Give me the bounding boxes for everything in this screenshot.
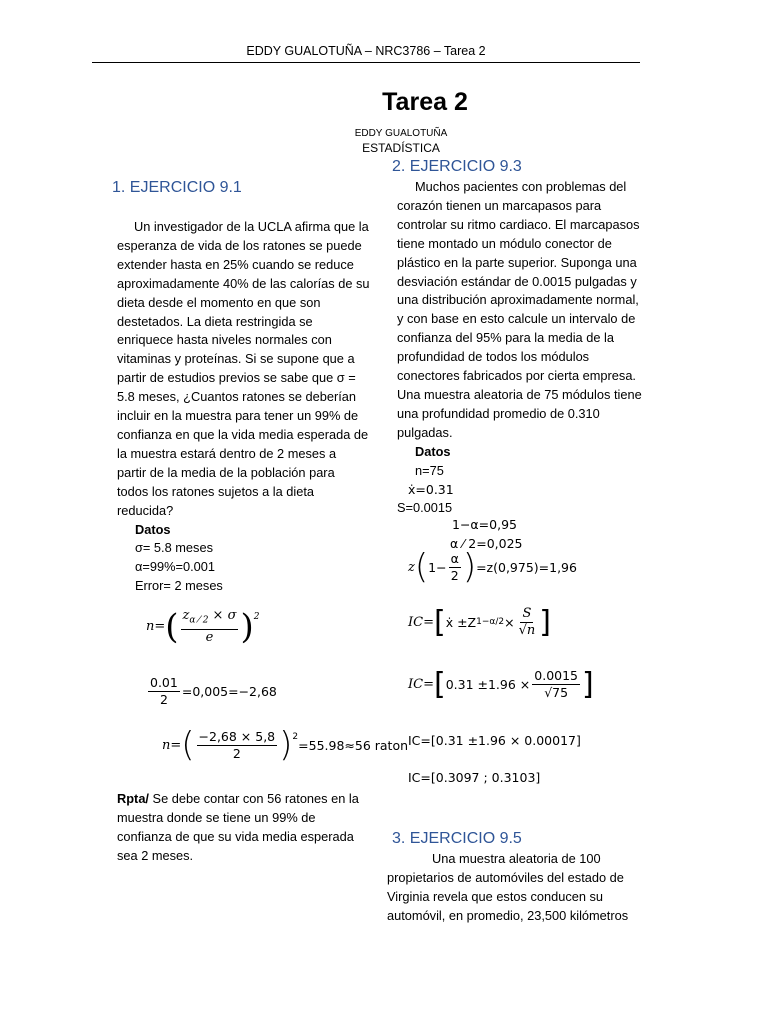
eq-num-rest: × σ <box>208 608 237 623</box>
eq-num: 0.0015 <box>534 668 579 683</box>
eq-lhs: IC= <box>408 677 434 692</box>
eq-rest: =0,005=−2,68 <box>181 684 277 699</box>
eq-rest: =z(0,975)=1,96 <box>476 559 577 575</box>
ex2-ic-step: IC=[0.31 ±1.96 × 0.00017] <box>408 733 581 748</box>
ex1-line: 5.8 meses, ¿Cuantos ratones se deberían <box>117 389 357 405</box>
eq-pre: z <box>408 559 415 575</box>
ex2-alpha-half-eq: α ⁄ 2=0,025 <box>450 536 523 551</box>
ex2-line: controlar su ritmo cardiaco. El marcapasos <box>397 216 640 232</box>
ex2-z-eq: z ( 1− $\frac{\alpha}{2}$ ) =z(0,975)=1,96 <box>408 547 577 587</box>
eq-num: −2,68 × 5,8 <box>198 728 276 744</box>
ex1-heading: 1. EJERCICIO 9.1 <box>112 179 242 196</box>
ex1-paragraph <box>117 218 377 596</box>
ex1-line: confianza en que la vida media esperada de <box>117 426 369 442</box>
ex1-equation-sample-size: n= ( $\frac{z_{\alpha ⁄ 2} \times \sigma}{e}$ ) $^2$ <box>146 606 260 647</box>
eq-num: z <box>182 608 190 623</box>
rpta-line: muestra donde se tiene un 99% de <box>117 809 316 825</box>
ex2-datos-label: Datos <box>415 443 451 459</box>
ex2-line: Una muestra aleatoria de 75 módulos tiene <box>397 386 642 402</box>
eq-num: S <box>522 606 532 621</box>
eq-den: 2 <box>232 745 241 761</box>
ex1-dato: Error= 2 meses <box>135 578 223 594</box>
ex1-equation-result: n= ( $\frac{-2,68 \times 5,8}{2}$ ) $^2$ =55.98≈56 raton <box>162 725 409 765</box>
ex1-line: la muestra estará dentro de 2 meses a <box>117 445 337 461</box>
ex3-paragraph <box>387 850 657 926</box>
ex1-datos-label: Datos <box>135 521 171 537</box>
ex2-ic-substituted: IC= [ 0.31 ±1.96 × $\frac{0.0015}{√75}$ ] <box>408 667 594 702</box>
rpta-line: Se debe contar con 56 ratones en la <box>149 791 359 806</box>
rpta-label: Rpta/ <box>117 791 149 806</box>
ex2-paragraph <box>397 178 662 518</box>
ex2-line: desviación estándar de 0.0015 pulgadas y <box>397 273 637 289</box>
eq-lhs: n= <box>146 619 166 635</box>
ex3-line: Virginia revela que estos conducen su <box>387 888 604 904</box>
ex1-dato: σ= 5.8 meses <box>135 540 213 556</box>
eq-den: e <box>205 629 214 645</box>
author: EDDY GUALOTUÑA <box>354 128 448 139</box>
ex2-line: profundidad de todos los módulos <box>397 349 590 365</box>
ex2-dato-s: S=0.0015 <box>397 500 453 516</box>
ex1-dato: α=99%=0.001 <box>135 559 215 575</box>
ex2-line: y con base en esto calcule un intervalo de <box>397 311 636 327</box>
ex3-line: propietarios de automóviles del estado de <box>387 869 624 885</box>
rpta-line: confianza de que su vida media esperada <box>117 828 354 844</box>
subject: ESTADÍSTICA <box>362 141 440 155</box>
ex2-alpha-eq: 1−α=0,95 <box>452 517 517 532</box>
eq-sub: 1−α/2 <box>476 617 505 627</box>
ex2-line: Muchos pacientes con problemas del <box>415 179 627 194</box>
ex1-answer <box>117 790 377 866</box>
eq-lhs: n= <box>162 737 182 753</box>
ex1-line: enriquece hasta niveles normales con <box>117 332 332 348</box>
ex2-heading: 2. EJERCICIO 9.3 <box>392 158 522 175</box>
eq-den: √75 <box>544 685 569 700</box>
eq-mid: ẋ ±Z <box>445 615 477 630</box>
ex2-dato-xbar: ẋ=0.31 <box>408 481 454 497</box>
eq-num-sub: α ⁄ 2 <box>189 615 209 626</box>
header-rule <box>92 62 640 63</box>
ex2-line: corazón tienen un marcapasos para <box>397 197 602 213</box>
eq-den: √n <box>518 623 536 638</box>
ex1-equation-z <box>146 675 277 708</box>
ex2-line: tiene montado un módulo conector de <box>397 235 612 251</box>
ex3-heading: 3. EJERCICIO 9.5 <box>392 830 522 847</box>
ex2-line: plástico en la parte superior. Suponga una <box>397 254 637 270</box>
eq-den: 2 <box>450 567 459 583</box>
eq-lhs: IC= <box>408 615 434 630</box>
ex2-line: pulgadas. <box>397 424 453 440</box>
ex1-line: partir de la media de la población para <box>117 464 335 480</box>
eq-exp: 2 <box>253 612 260 622</box>
ex2-dato-n: n=75 <box>415 462 444 478</box>
ex1-line: incluir en la muestra para tener un 99% de <box>117 408 359 424</box>
ex2-ic-result: IC=[0.3097 ; 0.3103] <box>408 770 541 785</box>
ex3-line: Una muestra aleatoria de 100 <box>432 851 601 866</box>
ex1-line: extender hasta en 25% cuando se reduce <box>117 256 354 272</box>
ex1-line: Un investigador de la UCLA afirma que la <box>134 219 369 234</box>
document-title: Tarea 2 <box>382 88 468 116</box>
ex1-line: partir de estudios previos se sabe que σ = <box>117 370 356 386</box>
eq-exp: 2 <box>292 732 299 742</box>
eq-mid: 0.31 ±1.96 × <box>445 677 531 692</box>
ex3-line: automóvil, en promedio, 23,500 kilómetros <box>387 907 629 923</box>
ex2-line: una distribución aproximadamente normal, <box>397 292 639 308</box>
ex2-line: conectores fabricados por cierta empresa. <box>397 368 636 384</box>
rpta-line: sea 2 meses. <box>117 847 194 863</box>
eq-rest: =55.98≈56 raton <box>298 737 409 753</box>
eq-den: 2 <box>159 692 168 707</box>
eq-times: × <box>504 615 515 630</box>
ex1-line: esperanza de vida de los ratones se puede <box>117 237 362 253</box>
ex1-line: todos los ratones sujetos a la dieta <box>117 483 315 499</box>
ex1-line: dieta desde el momento en que son <box>117 294 321 310</box>
ex1-line: reducida? <box>117 502 174 518</box>
ex2-line: confianza del 95% para la media de la <box>397 330 614 346</box>
eq-num: 0.01 <box>150 675 178 690</box>
ex1-line: destetados. La dieta restringida se <box>117 313 313 329</box>
eq-one: 1− <box>428 559 447 575</box>
ex1-line: aproximadamente 40% de las calorías de su <box>117 275 370 291</box>
ex2-ic-formula: IC= [ ẋ ±Z 1−α/2 × $\frac{S}{√n}$ ] <box>408 605 551 640</box>
ex2-line: una profundidad promedio de 0.310 <box>397 405 600 421</box>
ex1-line: vitaminas y proteínas. Si se supone que a <box>117 351 355 367</box>
eq-num: α <box>450 550 459 566</box>
page-header: EDDY GUALOTUÑA – NRC3786 – Tarea 2 <box>246 44 486 58</box>
